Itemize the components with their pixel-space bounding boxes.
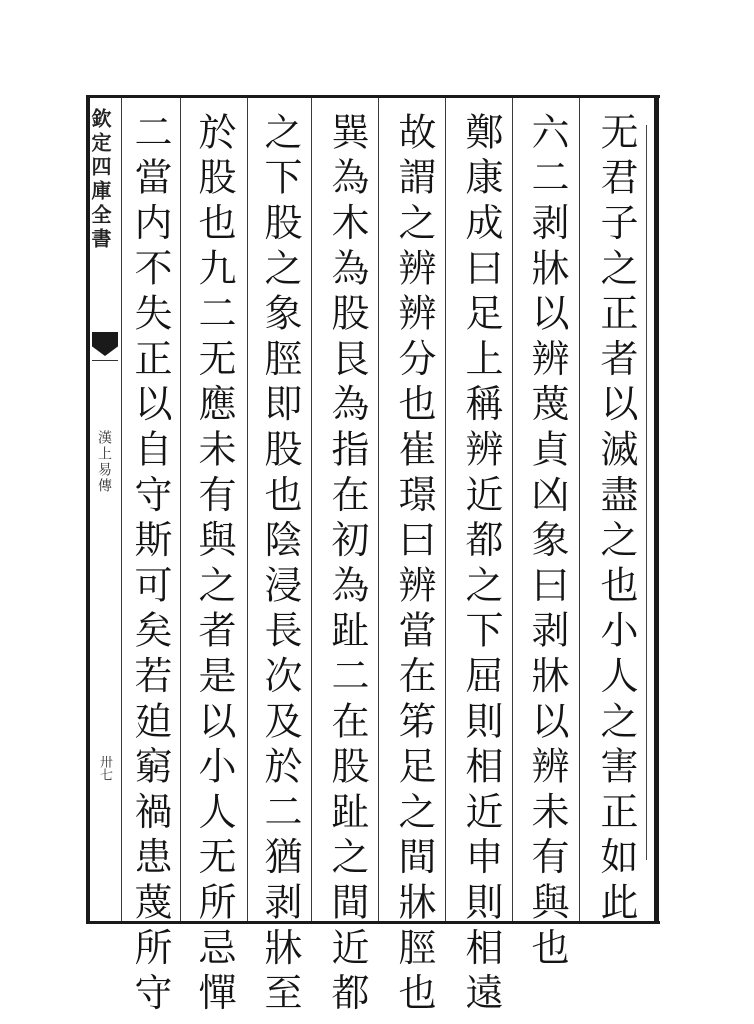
frame-bottom-border [88, 921, 660, 924]
text-column-5: 巽為木為股艮為指在初為趾二在股趾之間近都 [325, 112, 369, 1018]
text-column-6: 之下股之象脛即股也陰浸長次及於二猶剥牀至 [258, 112, 302, 1018]
margin-page-number: 卅七 [97, 755, 112, 781]
column-rule [247, 98, 248, 921]
column-rule [311, 98, 312, 921]
fishtail-mark-icon [92, 332, 118, 356]
column-rule [579, 98, 580, 921]
frame-right-inner-line [646, 125, 647, 860]
margin-collection-title: 欽定四庫全書 [88, 108, 112, 252]
frame-right-border [654, 95, 659, 924]
text-column-4: 故謂之辨辨分也崔璟曰辨當在笫足之間牀脛也 [392, 112, 436, 1018]
column-rule [121, 98, 122, 921]
text-column-1: 无君子之正者以滅盡之也小人之害正如此 [594, 112, 638, 928]
column-rule [512, 98, 513, 921]
text-column-8: 二當内不失正以自守斯可矣若廹窮禍患蔑所守 [128, 112, 172, 1018]
text-column-7: 於股也九二无應未有與之者是以小人无所忌憚 [192, 112, 236, 1018]
column-rule [445, 98, 446, 921]
column-rule [180, 98, 181, 921]
column-rule [378, 98, 379, 921]
fishtail-divider [92, 360, 118, 361]
text-column-3: 鄭康成曰足上稱辨近都之下屈則相近申則相遠 [459, 112, 503, 1018]
frame-top-border [88, 95, 660, 98]
text-column-2: 六二剥牀以辨蔑貞凶象曰剥牀以辨未有與也 [525, 112, 569, 973]
margin-book-title: 漢上易傳 [96, 430, 112, 494]
